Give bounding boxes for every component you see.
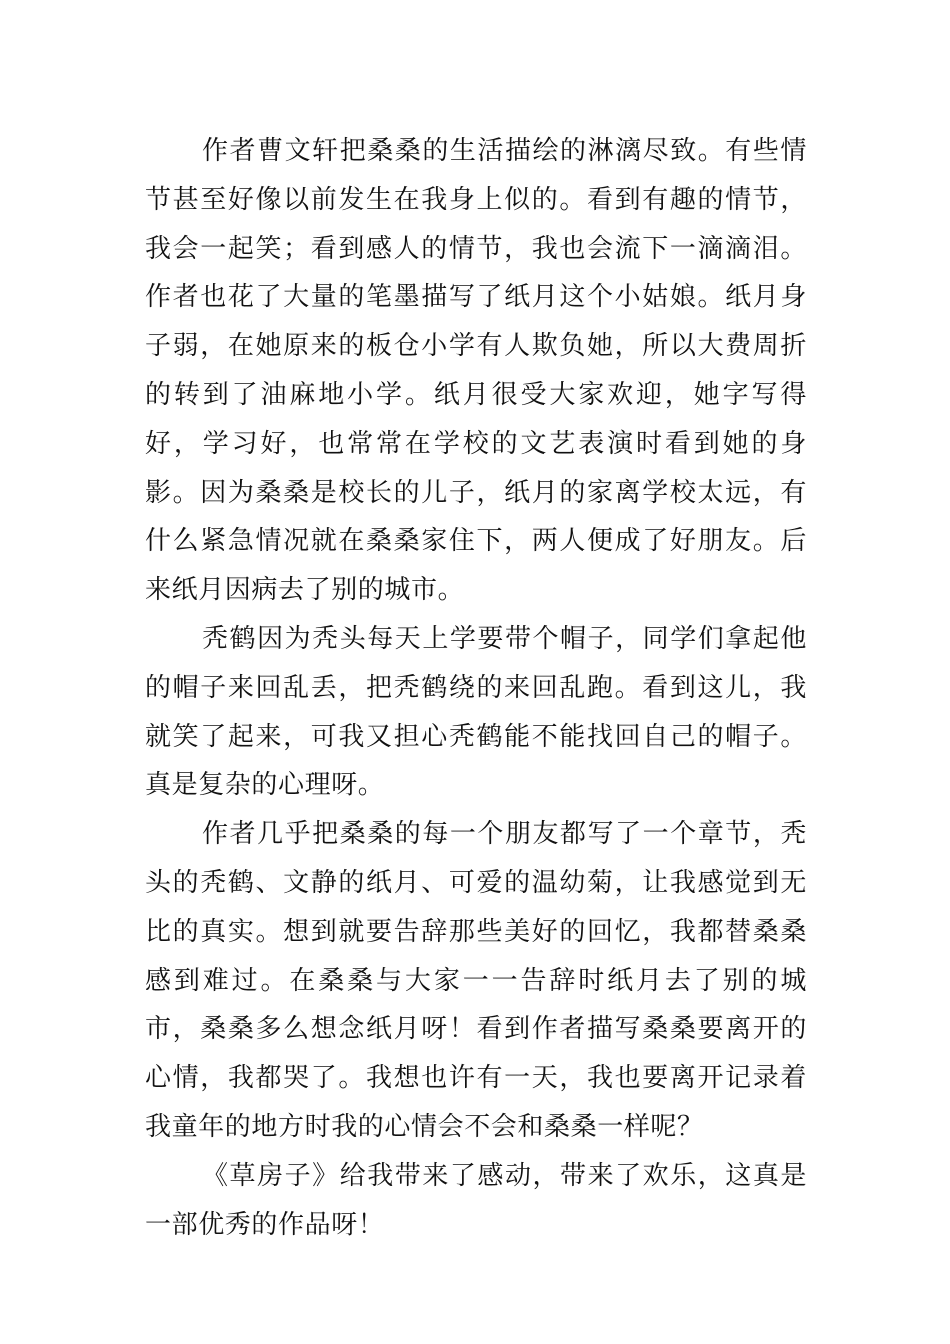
paragraph-2: 秃鹤因为秃头每天上学要带个帽子，同学们拿起他的帽子来回乱丢，把秃鹤绕的来回乱跑。看到这儿，我就笑了起来，可我又担心秃鹤能不能找回自己的帽子。真是复杂的心理呀。 — [145, 623, 807, 801]
paragraph-1: 作者曹文轩把桑桑的生活描绘的淋漓尽致。有些情节甚至好像以前发生在我身上似的。看到有趣的情节，我会一起笑；看到感人的情节，我也会流下一滴滴泪。作者也花了大量的笔墨描写了纸月这个小姑娘。纸月身子弱，在她原来的板仓小学有人欺负她，所以大费周折的转到了油麻地小学。纸月很受大家欢迎，她字写得好，学习好，也常常在学校的文艺表演时看到她的身影。因为桑桑是校长的儿子，纸月的家离学校太远，有什么紧急情况就在桑桑家住下，两人便成了好朋友。后来纸月因病去了别的城市。 — [145, 136, 807, 606]
paragraph-4: 《草房子》给我带来了感动，带来了欢乐，这真是一部优秀的作品呀！ — [145, 1160, 807, 1240]
paragraph-3: 作者几乎把桑桑的每一个朋友都写了一个章节，秃头的秃鹤、文静的纸月、可爱的温幼菊，让我感觉到无比的真实。想到就要告辞那些美好的回忆，我都替桑桑感到难过。在桑桑与大家一一告辞时纸月去了别的城市，桑桑多么想念纸月呀！看到作者描写桑桑要离开的心情，我都哭了。我想也许有一天，我也要离开记录着我童年的地方时我的心情会不会和桑桑一样呢？ — [145, 819, 807, 1142]
document-page — [145, 127, 807, 1249]
